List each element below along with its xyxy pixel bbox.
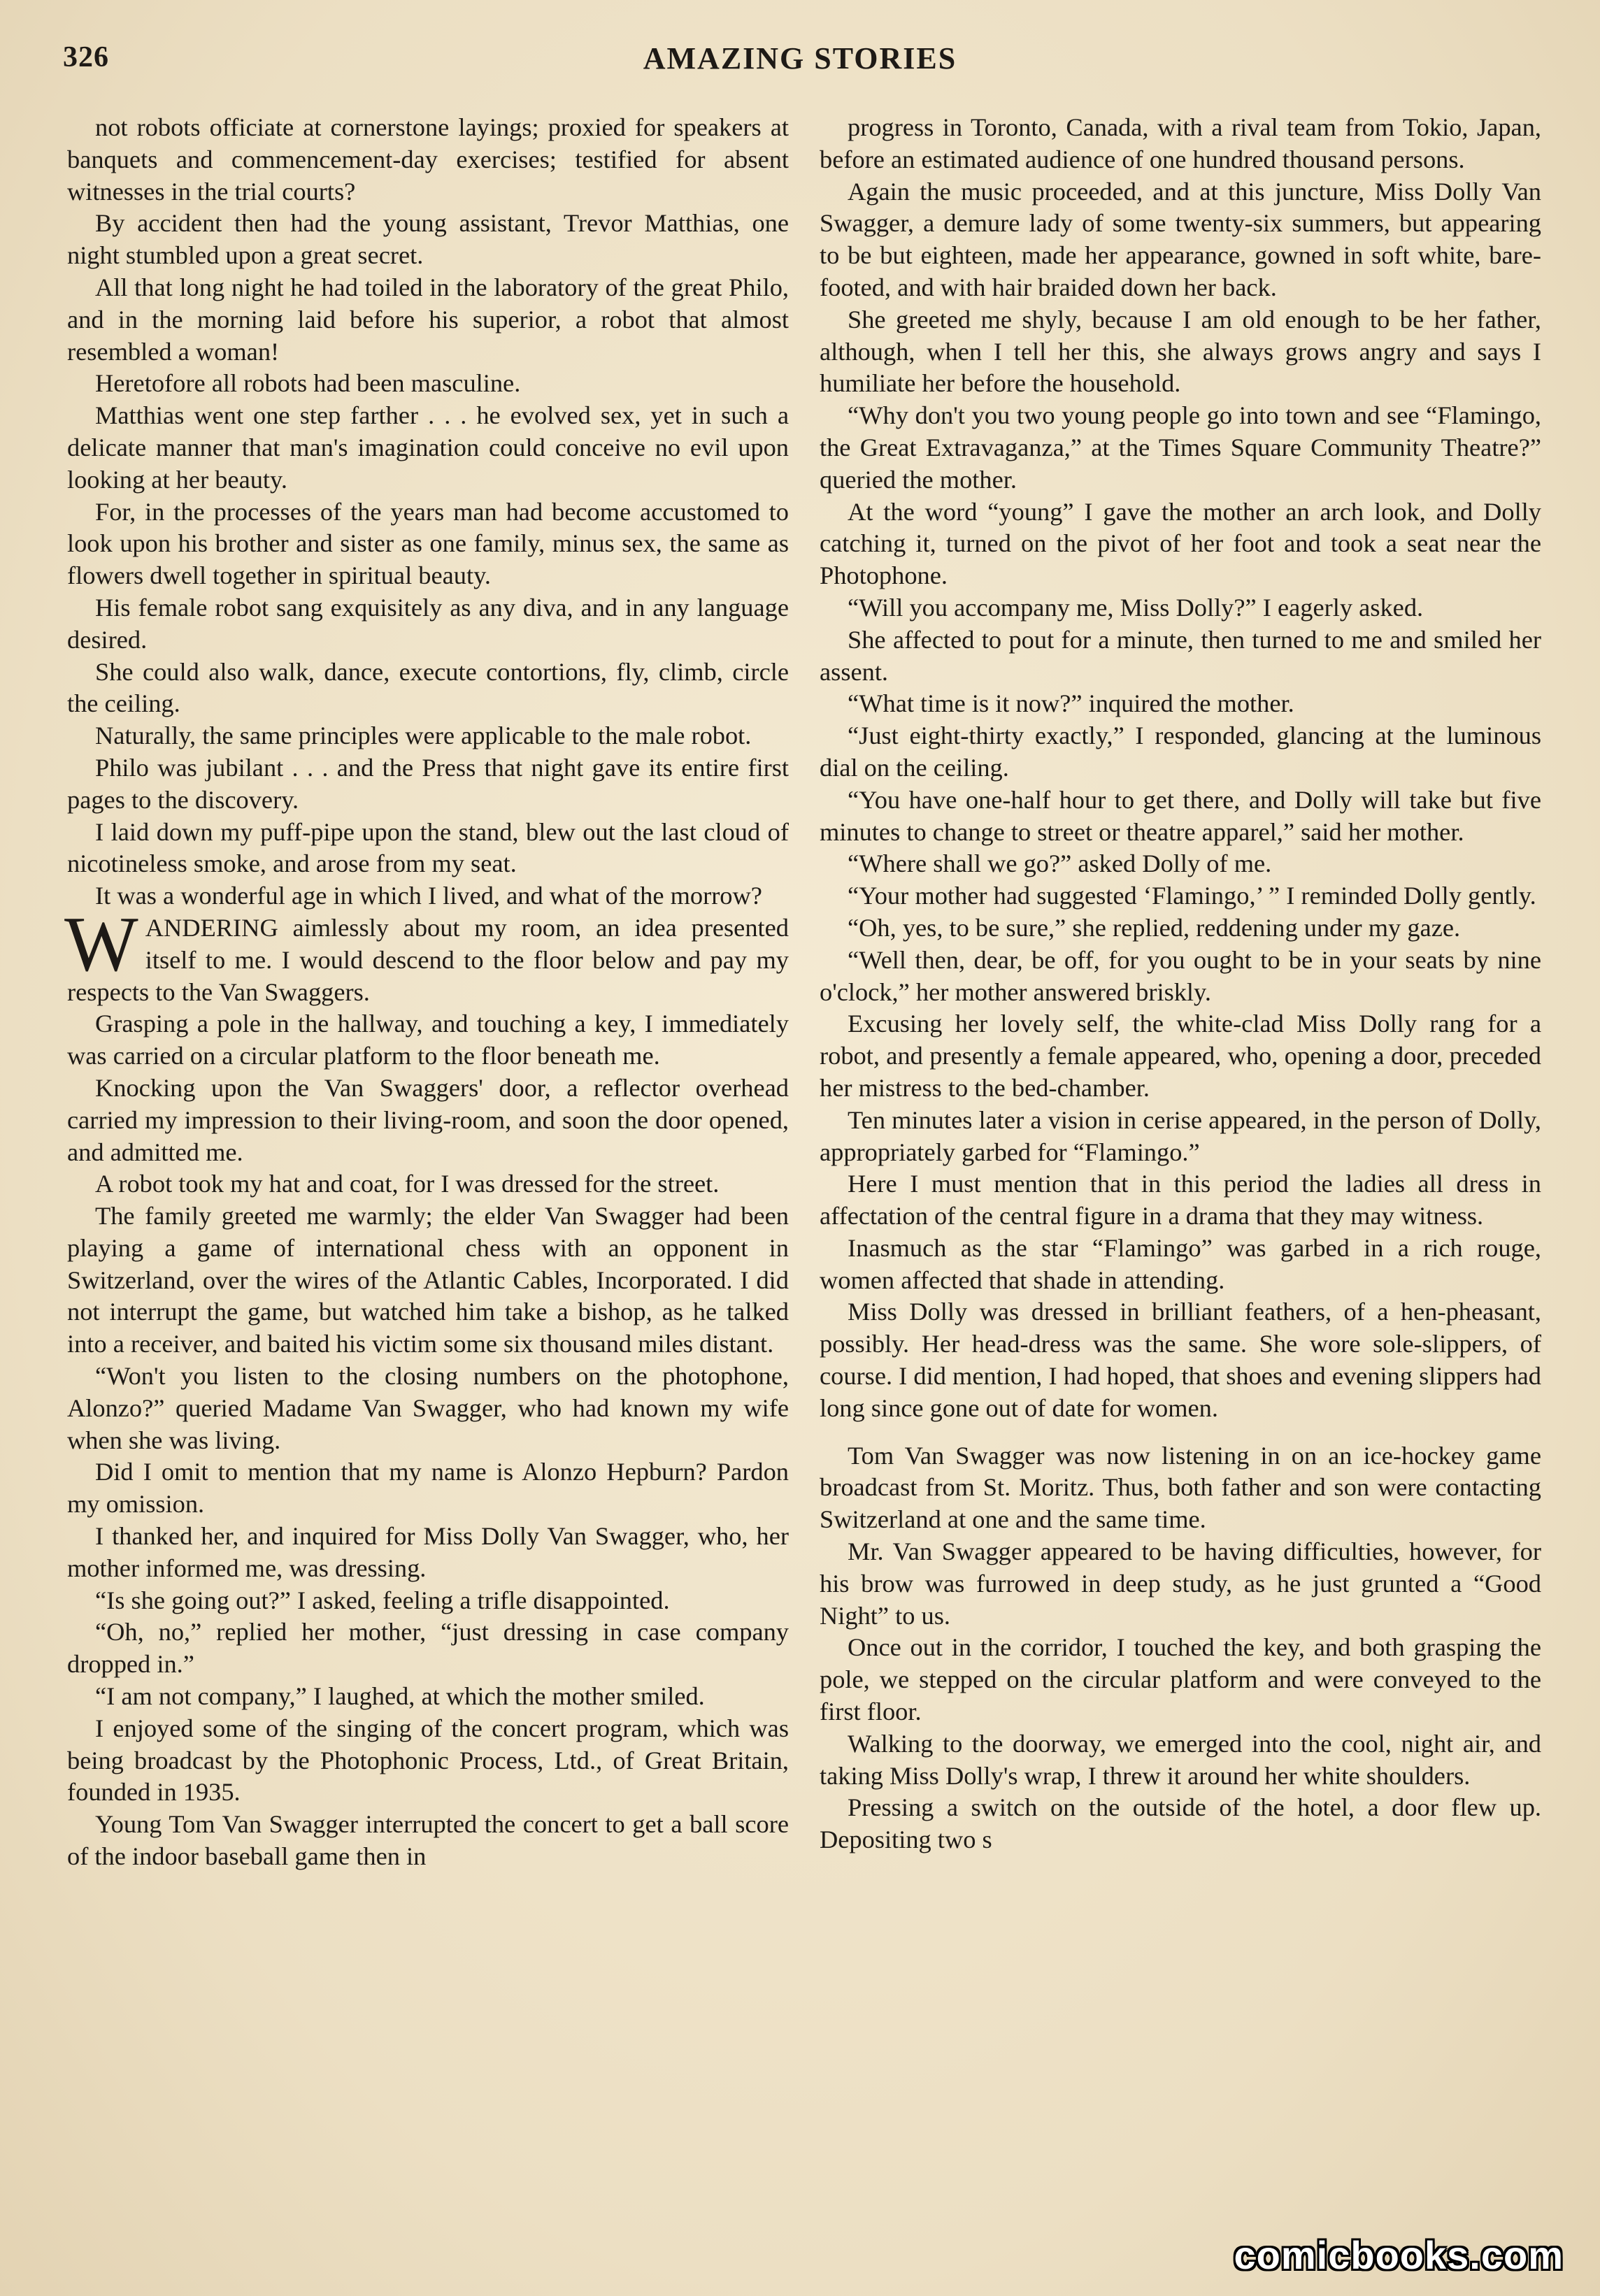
paragraph: The family greeted me warmly; the elder Van Swagger had been playing a game of international chess with an opponent in Switzerland, over the wires of the Atlantic Cables, Incorporated. I did not interrupt the game, but watched him take a bishop, as he talked into a receiver, and baited his victim some six thousand miles distant. [67, 1202, 789, 1358]
paragraph: Knocking upon the Van Swaggers' door, a reflector overhead carried my impression to their living-room, and soon the door opened, and admitted me. [67, 1073, 789, 1166]
paragraph: She could also walk, dance, execute contortions, fly, climb, circle the ceiling. [67, 657, 789, 718]
page-number: 326 [63, 41, 109, 73]
paragraph: “Why don't you two young people go into town and see “Flamingo, the Great Extravaganza,” at the Times Square Community Theatre?” queried the mother. [820, 401, 1541, 494]
left-paragraphs-after [67, 1008, 789, 1873]
paragraph: “Just eight-thirty exactly,” I responded, glancing at the luminous dial on the ceiling. [820, 722, 1541, 782]
paragraph: Heretofore all robots had been masculine. [95, 369, 521, 398]
section-opening-paragraph [64, 901, 789, 1008]
paragraph: Again the music proceeded, and at this juncture, Miss Dolly Van Swagger, a demure lady of some twenty-six summers, but appearing to be but eighteen, made her appearance, gowned in soft white, bare-footed, and with hair braided down her back. [820, 177, 1541, 301]
paragraph: She affected to pout for a minute, then turned to me and smiled her assent. [820, 625, 1541, 686]
watermark: comicbooks.com [1234, 2233, 1564, 2277]
paragraph: By accident then had the young assistant, Trevor Matthias, one night stumbled upon a great secret. [67, 209, 789, 270]
paragraph: Walking to the doorway, we emerged into the cool, night air, and taking Miss Dolly's wrap, I threw it around her white shoulders. [820, 1729, 1541, 1790]
paragraph: I laid down my puff-pipe upon the stand, blew out the last cloud of nicotineless smoke, and arose from my seat. [67, 817, 789, 878]
paragraph: Once out in the corridor, I touched the key, and both grasping the pole, we stepped on the circular platform and were conveyed to the first floor. [820, 1633, 1541, 1726]
paragraph: “Your mother had suggested ‘Flamingo,’ ” I reminded Dolly gently. [848, 882, 1536, 910]
paragraph: I enjoyed some of the singing of the concert program, which was being broadcast by the Photophonic Process, Ltd., of Great Britain, founded in 1935. [67, 1714, 789, 1807]
paragraph: “Won't you listen to the closing numbers on the photophone, Alonzo?” queried Madame Van Swagger, who had known my wife when she was living. [67, 1362, 789, 1454]
left-paragraphs-before [67, 112, 789, 912]
paragraph: I thanked her, and inquired for Miss Dolly Van Swagger, who, her mother informed me, was dressing. [67, 1522, 789, 1582]
magazine-title: AMAZING STORIES [643, 41, 957, 76]
paragraph: Did I omit to mention that my name is Alonzo Hepburn? Pardon my omission. [67, 1458, 789, 1519]
paragraph: “What time is it now?” inquired the mother. [848, 689, 1294, 718]
paragraph: Matthias went one step farther . . . he evolved sex, yet in such a delicate manner that man's imagination could conceive no evil upon looking at her beauty. [67, 401, 789, 494]
paragraph: “Is she going out?” I asked, feeling a trifle disappointed. [95, 1586, 670, 1614]
paragraph: Ten minutes later a vision in cerise appeared, in the person of Dolly, appropriately garbed for “Flamingo.” [820, 1105, 1541, 1166]
paragraph: “I am not company,” I laughed, at which the mother smiled. [95, 1682, 705, 1711]
paragraph: A robot took my hat and coat, for I was dressed for the street. [95, 1170, 720, 1198]
paragraph: Excusing her lovely self, the white-clad Miss Dolly rang for a robot, and presently a female appeared, who, opening a door, preceded her mistress to the bed-chamber. [820, 1010, 1541, 1102]
paragraph: progress in Toronto, Canada, with a rival team from Tokio, Japan, before an estimated audience of one hundred thousand persons. [820, 113, 1541, 173]
paragraph: It was a wonderful age in which I lived, and what of the morrow? [95, 882, 762, 910]
paragraph: “Where shall we go?” asked Dolly of me. [848, 849, 1272, 878]
paragraph: “Oh, yes, to be sure,” she replied, reddening under my gaze. [848, 913, 1461, 942]
paragraph: Pressing a switch on the outside of the hotel, a door flew up. Depositing two s [820, 1793, 1541, 1854]
left-column [64, 112, 789, 1873]
right-column [820, 112, 1541, 1856]
paragraph: She greeted me shyly, because I am old enough to be her father, although, when I tell her this, she always grows angry and says I humiliate her before the household. [820, 305, 1541, 398]
paragraph: At the word “young” I gave the mother an arch look, and Dolly catching it, turned on the pivot of her foot and took a seat near the Photophone. [820, 497, 1541, 590]
paragraph: “Oh, no,” replied her mother, “just dressing in case company dropped in.” [67, 1618, 789, 1679]
paragraph: “You have one-half hour to get there, and Dolly will take but five minutes to change to street or theatre apparel,” said her mother. [820, 785, 1541, 846]
page-header [63, 41, 1537, 82]
paragraph: “Will you accompany me, Miss Dolly?” I eagerly asked. [848, 593, 1424, 622]
paragraph: Young Tom Van Swagger interrupted the concert to get a ball score of the indoor baseball game then in [67, 1810, 789, 1871]
paragraph: Naturally, the same principles were applicable to the male robot. [95, 722, 752, 750]
paragraph: Mr. Van Swagger appeared to be having difficulties, however, for his brow was furrowed in deep study, as he just grunted a “Good Night” to us. [820, 1537, 1541, 1630]
paragraph: Grasping a pole in the hallway, and touching a key, I immediately was carried on a circular platform to the floor beneath me. [67, 1010, 789, 1070]
paragraph: His female robot sang exquisitely as any diva, and in any language desired. [67, 593, 789, 654]
drop-cap-paragraph-text: ANDERING aimlessly about my room, an idea presented itself to me. I would descend to the floor below and pay my respects to the Van Swaggers. [67, 913, 789, 1006]
right-paragraphs-a [820, 112, 1541, 1425]
paragraph: Here I must mention that in this period the ladies all dress in affectation of the central figure in a drama that they may witness. [820, 1170, 1541, 1230]
paragraph: “Well then, dear, be off, for you ought to be in your seats by nine o'clock,” her mother answered briskly. [820, 945, 1541, 1006]
drop-cap: W [64, 901, 138, 988]
paragraph: Philo was jubilant . . . and the Press that night gave its entire first pages to the discovery. [67, 753, 789, 814]
paragraph: Tom Van Swagger was now listening in on an ice-hockey game broadcast from St. Moritz. Thus, both father and son were contacting Switzerland at one and the same time. [820, 1441, 1541, 1534]
paragraph: Inasmuch as the star “Flamingo” was garbed in a rich rouge, women affected that shade in attending. [820, 1233, 1541, 1294]
paragraph: For, in the processes of the years man had become accustomed to look upon his brother and sister as one family, minus sex, the same as flowers dwell together in spiritual beauty. [67, 497, 789, 590]
paragraph: not robots officiate at cornerstone layings; proxied for speakers at banquets and commencement-day exercises; testified for absent witnesses in the trial courts? [67, 113, 789, 206]
paragraph: All that long night he had toiled in the laboratory of the great Philo, and in the morning laid before his superior, a robot that almost resembled a woman! [67, 273, 789, 366]
paragraph: Miss Dolly was dressed in brilliant feathers, of a hen-pheasant, possibly. Her head-dress was the same. She wore sole-slippers, of course. I did mention, I had hoped, that shoes and evening slippers had long since gone out of date for women. [820, 1298, 1541, 1422]
right-paragraphs-b [820, 1440, 1541, 1856]
